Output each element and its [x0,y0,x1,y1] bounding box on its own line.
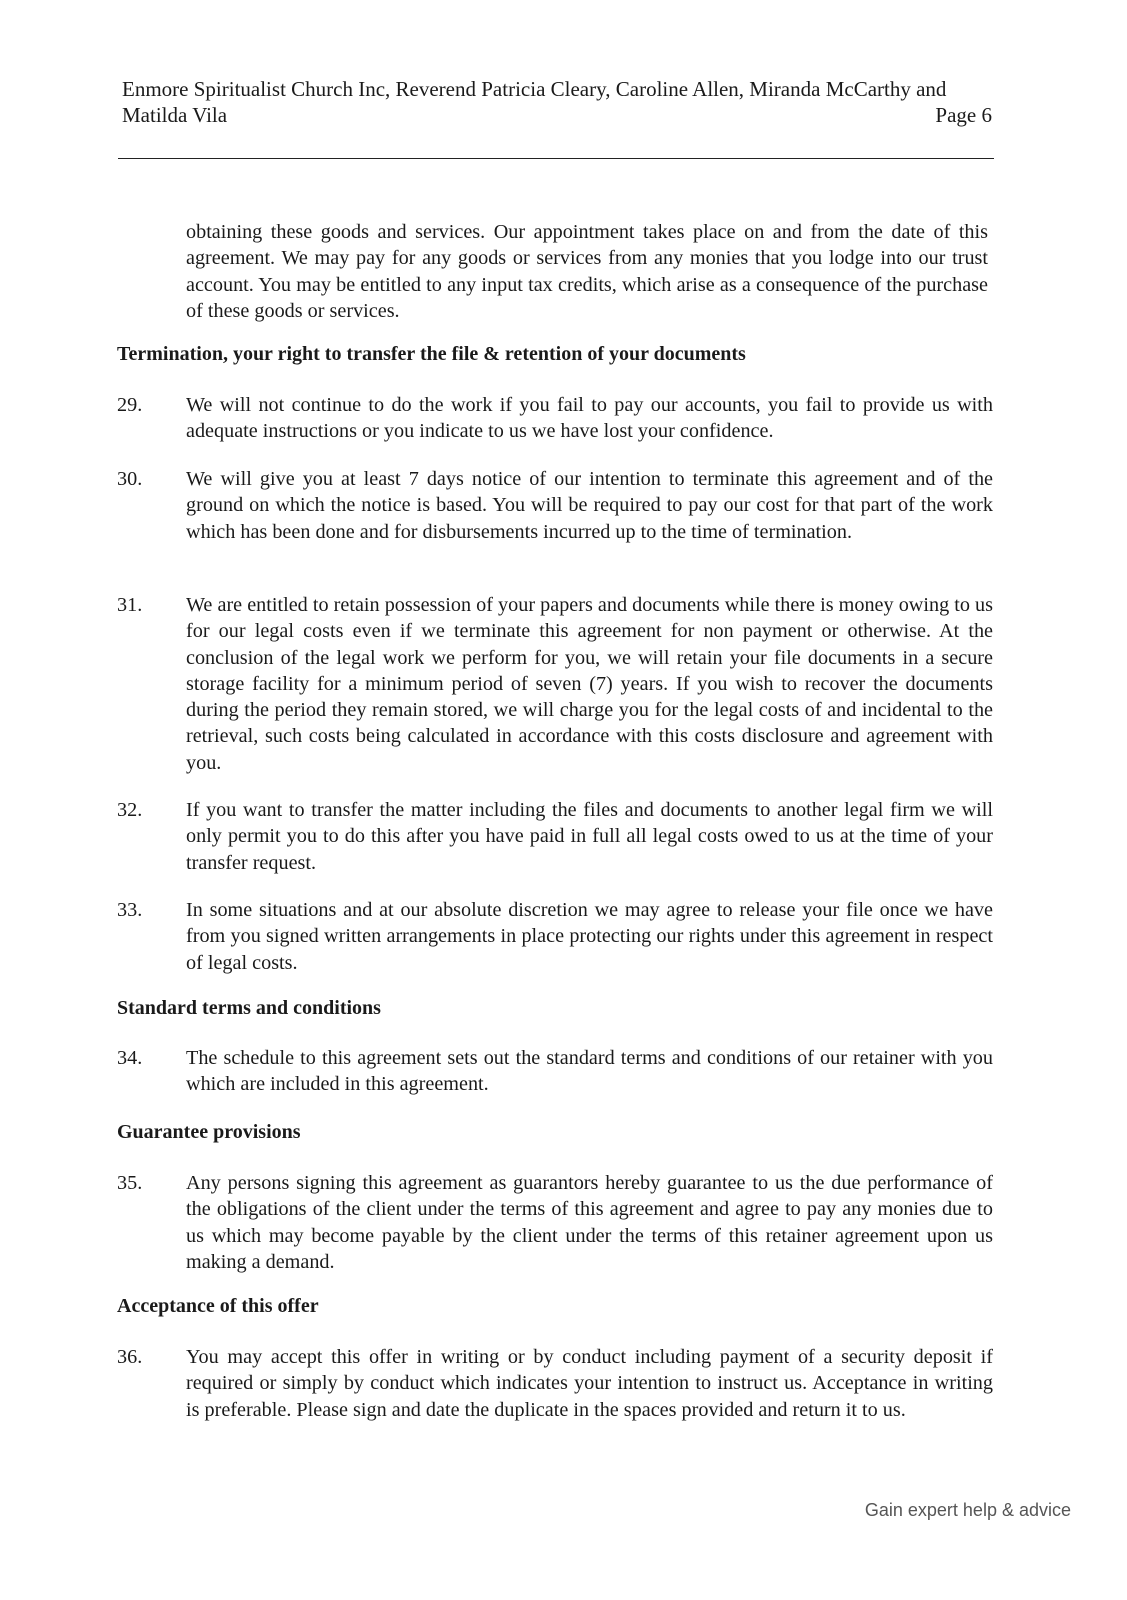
clause-text: If you want to transfer the matter including the files and documents to another legal firm we will only permit you to do this after you have paid in full all legal costs owed to us at the time of your transfer request. [186,799,993,874]
clause-36 [117,1344,993,1423]
clause-number: 29. [117,394,143,416]
clause-text: You may accept this offer in writing or by conduct including payment of a security deposit if required or simply by conduct which indicates your intention to instruct us. Acceptance in writing is preferable. Please sign and date the duplicate in the spaces provided and return it to us. [186,1346,993,1421]
clause-35 [117,1170,993,1275]
clause-text: In some situations and at our absolute discretion we may agree to release your file once we have from you signed written arrangements in place protecting our rights under this agreement in respect of legal costs. [186,899,993,974]
clause-33 [117,897,993,976]
clause-number: 33. [117,899,143,921]
section-heading-guarantee: Guarantee provisions [117,1121,301,1143]
footer-tagline: Gain expert help & advice [864,1500,1071,1520]
clause-text: We will give you at least 7 days notice of our intention to terminate this agreement and of the ground on which the notice is based. You will be required to pay our cost for that part of the work which has been done and for disbursements incurred up to the time of termination. [186,468,993,543]
header-parties-continued: Matilda Vila [122,103,228,127]
clause-32 [117,797,993,876]
clause-29 [117,392,993,445]
continued-paragraph: obtaining these goods and services. Our appointment takes place on and from the date of this agreement. We may pay for any goods or services from any monies that you lodge into our trust account. You may be entitled to any input tax credits, which arise as a consequence of the purchase of these goods or services. [186,221,988,322]
page-header [122,76,992,128]
clause-number: 30. [117,468,143,490]
clause-number: 35. [117,1172,143,1194]
clause-34 [117,1045,993,1098]
clause-30 [117,466,993,545]
header-parties-line: Enmore Spiritualist Church Inc, Reverend Patricia Cleary, Caroline Allen, Miranda McCarthy and [122,77,947,101]
page-number: Page 6 [935,103,992,127]
clause-text: We are entitled to retain possession of your papers and documents while there is money owing to us for our legal costs even if we terminate this agreement for non payment or otherwise. At the conclusion of the legal work we perform for you, we will retain your file documents in a secure storage facility for a minimum period of seven (7) years. If you wish to recover the documents during the period they remain stored, we will charge you for the legal costs of and incidental to the retrieval, such costs being calculated in accordance with this costs disclosure and agreement with you. [186,594,993,774]
clause-number: 32. [117,799,143,821]
clause-text: We will not continue to do the work if you fail to pay our accounts, you fail to provide us with adequate instructions or you indicate to us we have lost your confidence. [186,394,993,443]
section-heading-termination: Termination, your right to transfer the file & retention of your documents [117,343,746,365]
clause-number: 31. [117,594,143,616]
header-second-line [122,102,992,128]
section-heading-standard-terms: Standard terms and conditions [117,997,381,1019]
clause-text: Any persons signing this agreement as guarantors hereby guarantee to us the due performance of the obligations of the client under the terms of this agreement and agree to pay any monies due to us which may become payable by the client under the terms of this retainer agreement upon us making a demand. [186,1172,993,1273]
header-divider [118,158,994,159]
section-heading-acceptance: Acceptance of this offer [117,1295,319,1317]
clause-number: 36. [117,1346,143,1368]
clause-31 [117,592,993,776]
clause-number: 34. [117,1047,143,1069]
clause-text: The schedule to this agreement sets out the standard terms and conditions of our retainer with you which are included in this agreement. [186,1047,993,1096]
